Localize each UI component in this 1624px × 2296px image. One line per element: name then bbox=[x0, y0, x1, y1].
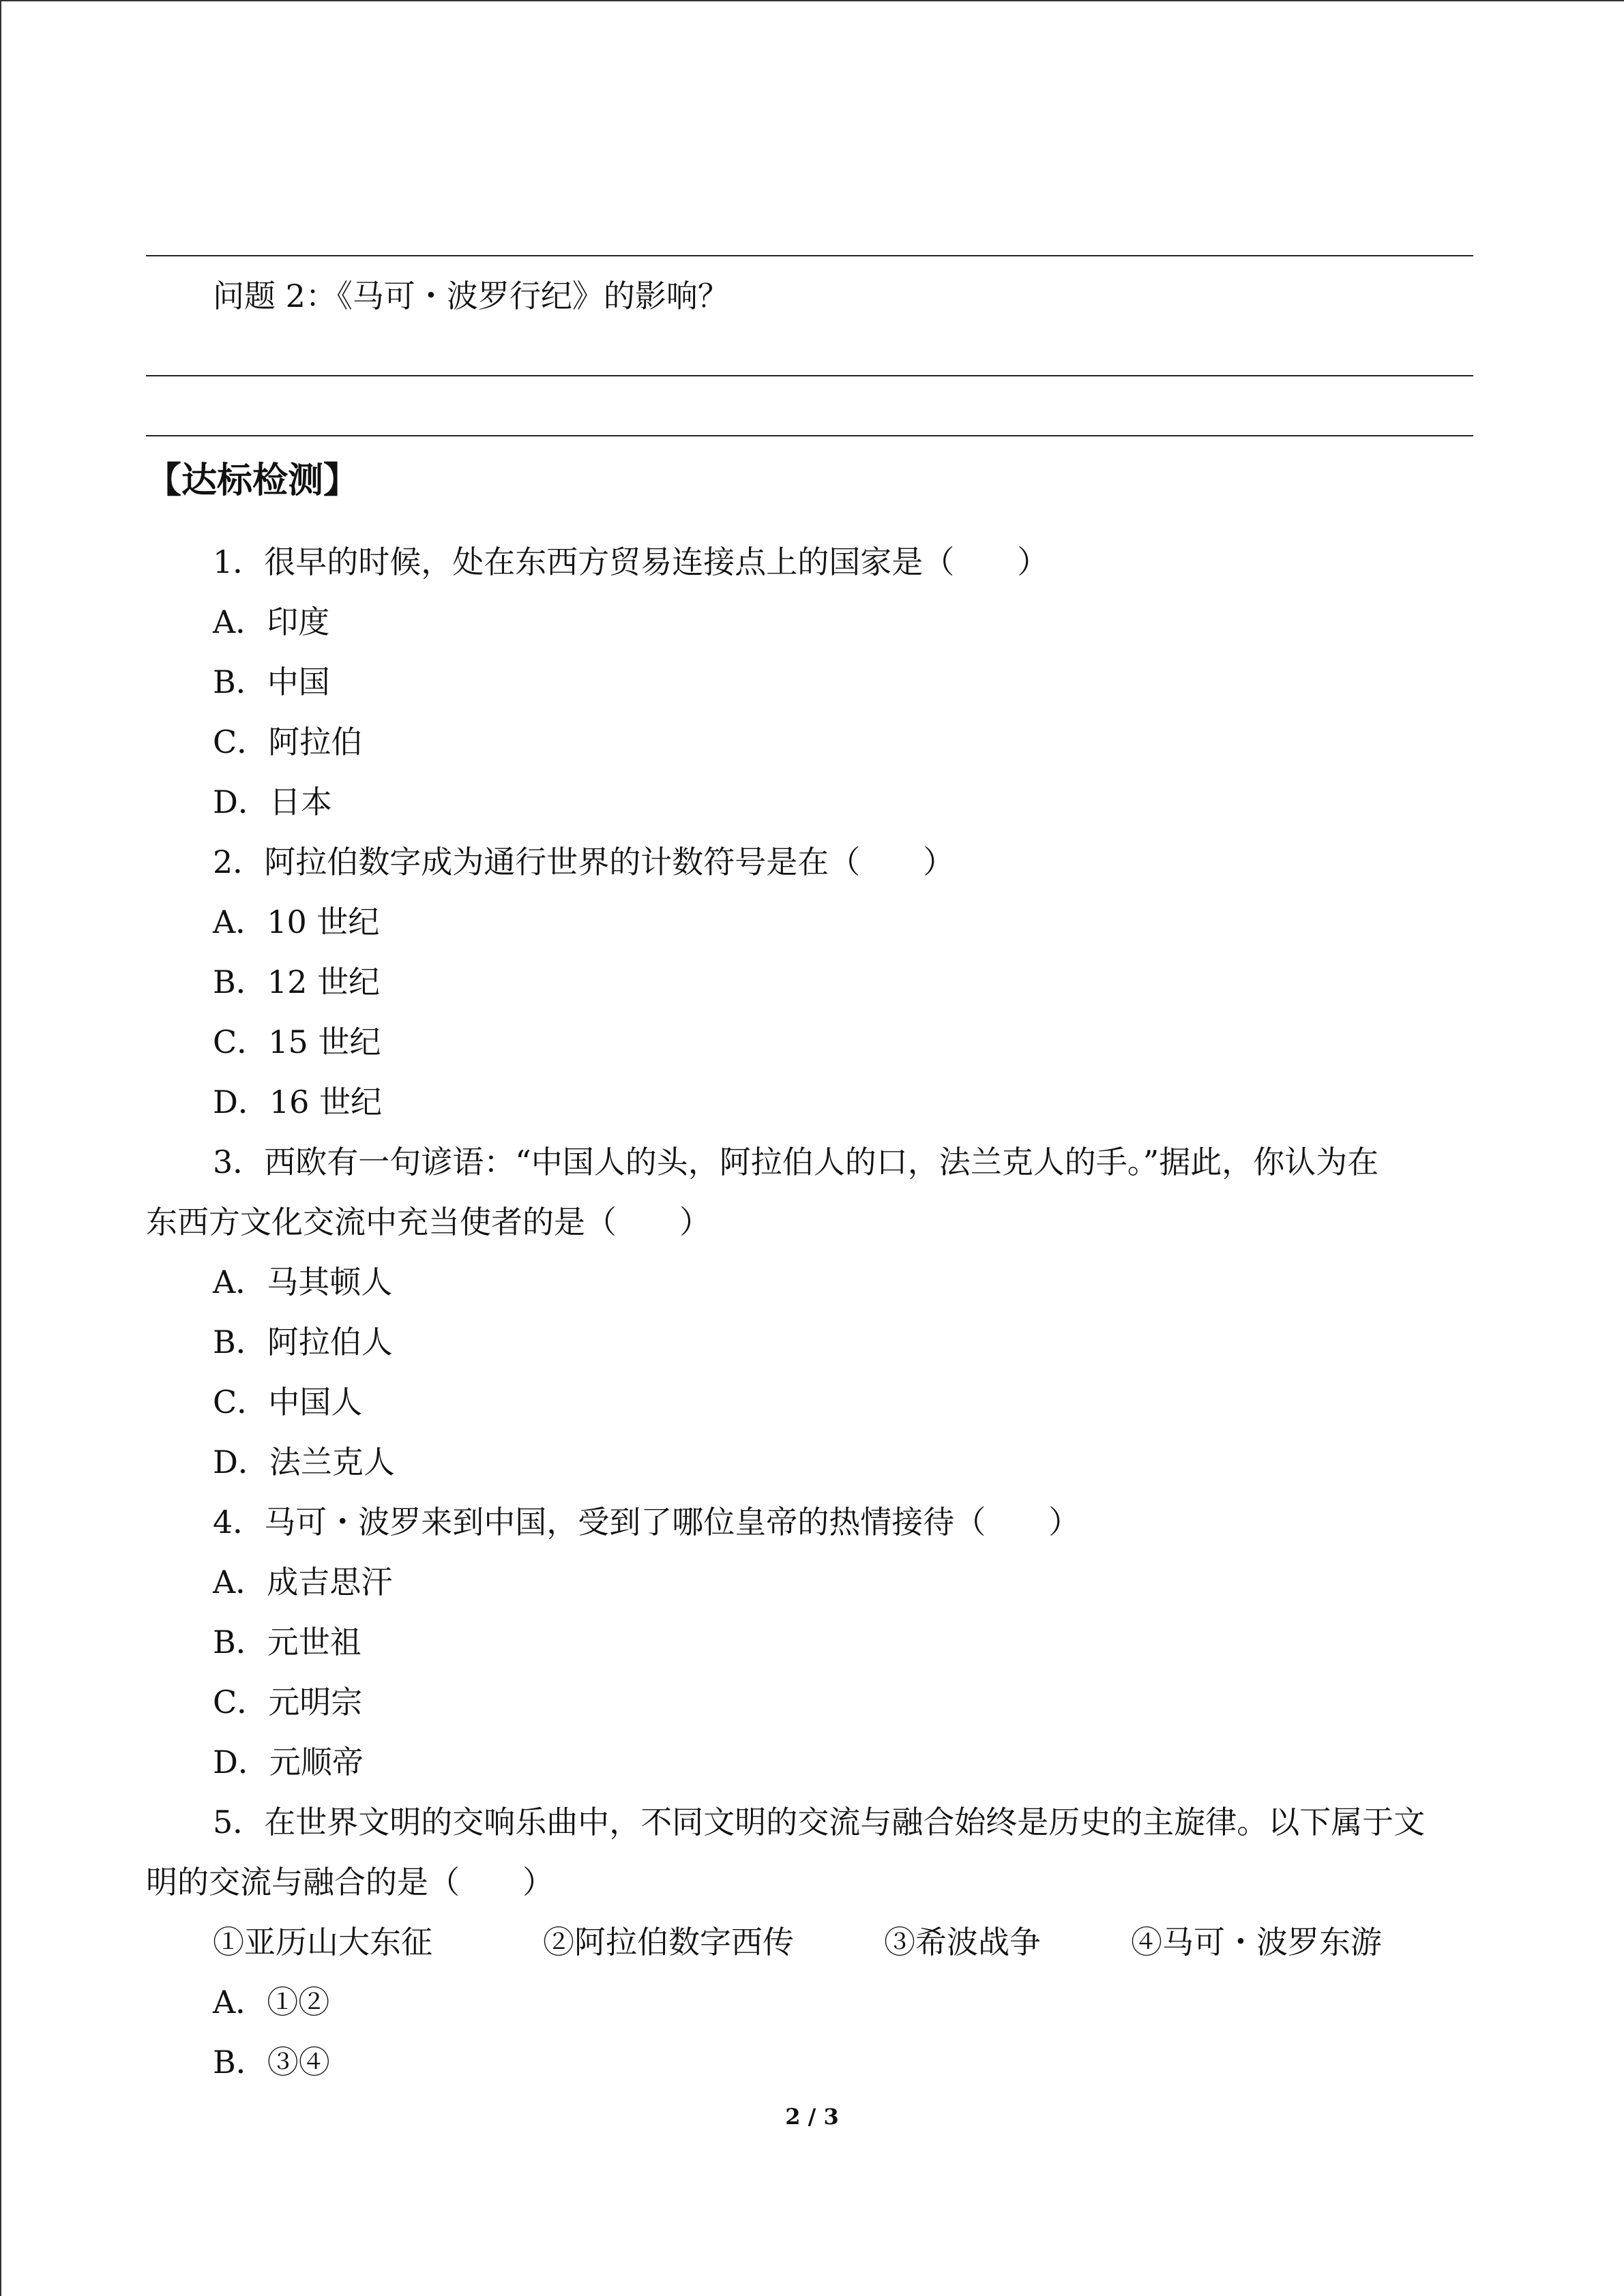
q3-stem-line1: 3．西欧有一句谚语：“中国人的头，阿拉伯人的口，法兰克人的手。”据此，你认为在 bbox=[213, 1144, 1379, 1180]
q5-item-4: ④马可・波罗东游 bbox=[1131, 1924, 1382, 1960]
question-2-prompt: 问题 2：《马可・波罗行纪》的影响？ bbox=[213, 278, 729, 314]
q2-option-a: A．10 世纪 bbox=[213, 904, 380, 940]
q3-option-b: B．阿拉伯人 bbox=[213, 1324, 393, 1360]
q1-option-a: A．印度 bbox=[213, 603, 330, 640]
q1-stem: 1．很早的时候，处在东西方贸易连接点上的国家是（ ） bbox=[213, 543, 1049, 580]
q5-stem-line1: 5．在世界文明的交响乐曲中，不同文明的交流与融合始终是历史的主旋律。以下属于文 bbox=[213, 1804, 1426, 1840]
q4-option-b: B．元世祖 bbox=[213, 1624, 361, 1660]
q1-option-d: D．日本 bbox=[213, 784, 332, 820]
q3-option-a: A．马其顿人 bbox=[213, 1264, 393, 1300]
q4-option-c: C．元明宗 bbox=[213, 1684, 363, 1720]
q4-stem: 4．马可・波罗来到中国，受到了哪位皇帝的热情接待（ ） bbox=[213, 1504, 1080, 1540]
q3-stem-line2: 东西方文化交流中充当使者的是（ ） bbox=[146, 1204, 711, 1240]
q5-option-b: B．③④ bbox=[213, 2044, 330, 2081]
q4-option-d: D．元顺帝 bbox=[213, 1744, 364, 1780]
q5-stem-line2: 明的交流与融合的是（ ） bbox=[146, 1864, 554, 1900]
q1-option-b: B．中国 bbox=[213, 664, 330, 700]
q2-option-d: D．16 世纪 bbox=[213, 1084, 383, 1120]
q3-option-c: C．中国人 bbox=[213, 1384, 363, 1420]
q5-option-a: A．①② bbox=[213, 1984, 330, 2021]
q5-item-3: ③希波战争 bbox=[884, 1924, 1041, 1960]
q1-option-c: C．阿拉伯 bbox=[213, 724, 363, 760]
section-heading: 【达标检测】 bbox=[146, 460, 359, 501]
answer-line bbox=[146, 255, 1473, 256]
q3-option-d: D．法兰克人 bbox=[213, 1444, 395, 1480]
q2-option-b: B．12 世纪 bbox=[213, 964, 380, 1000]
q5-item-1: ①亚历山大东征 bbox=[213, 1924, 432, 1960]
page-number: 2 / 3 bbox=[785, 2104, 839, 2130]
answer-line bbox=[146, 375, 1473, 376]
q2-option-c: C．15 世纪 bbox=[213, 1024, 381, 1060]
q5-items-row bbox=[213, 1923, 1382, 1961]
answer-line bbox=[146, 435, 1473, 436]
q4-option-a: A．成吉思汗 bbox=[213, 1564, 393, 1600]
q2-stem: 2．阿拉伯数字成为通行世界的计数符号是在（ ） bbox=[213, 844, 955, 880]
q5-item-2: ②阿拉伯数字西传 bbox=[543, 1924, 794, 1960]
